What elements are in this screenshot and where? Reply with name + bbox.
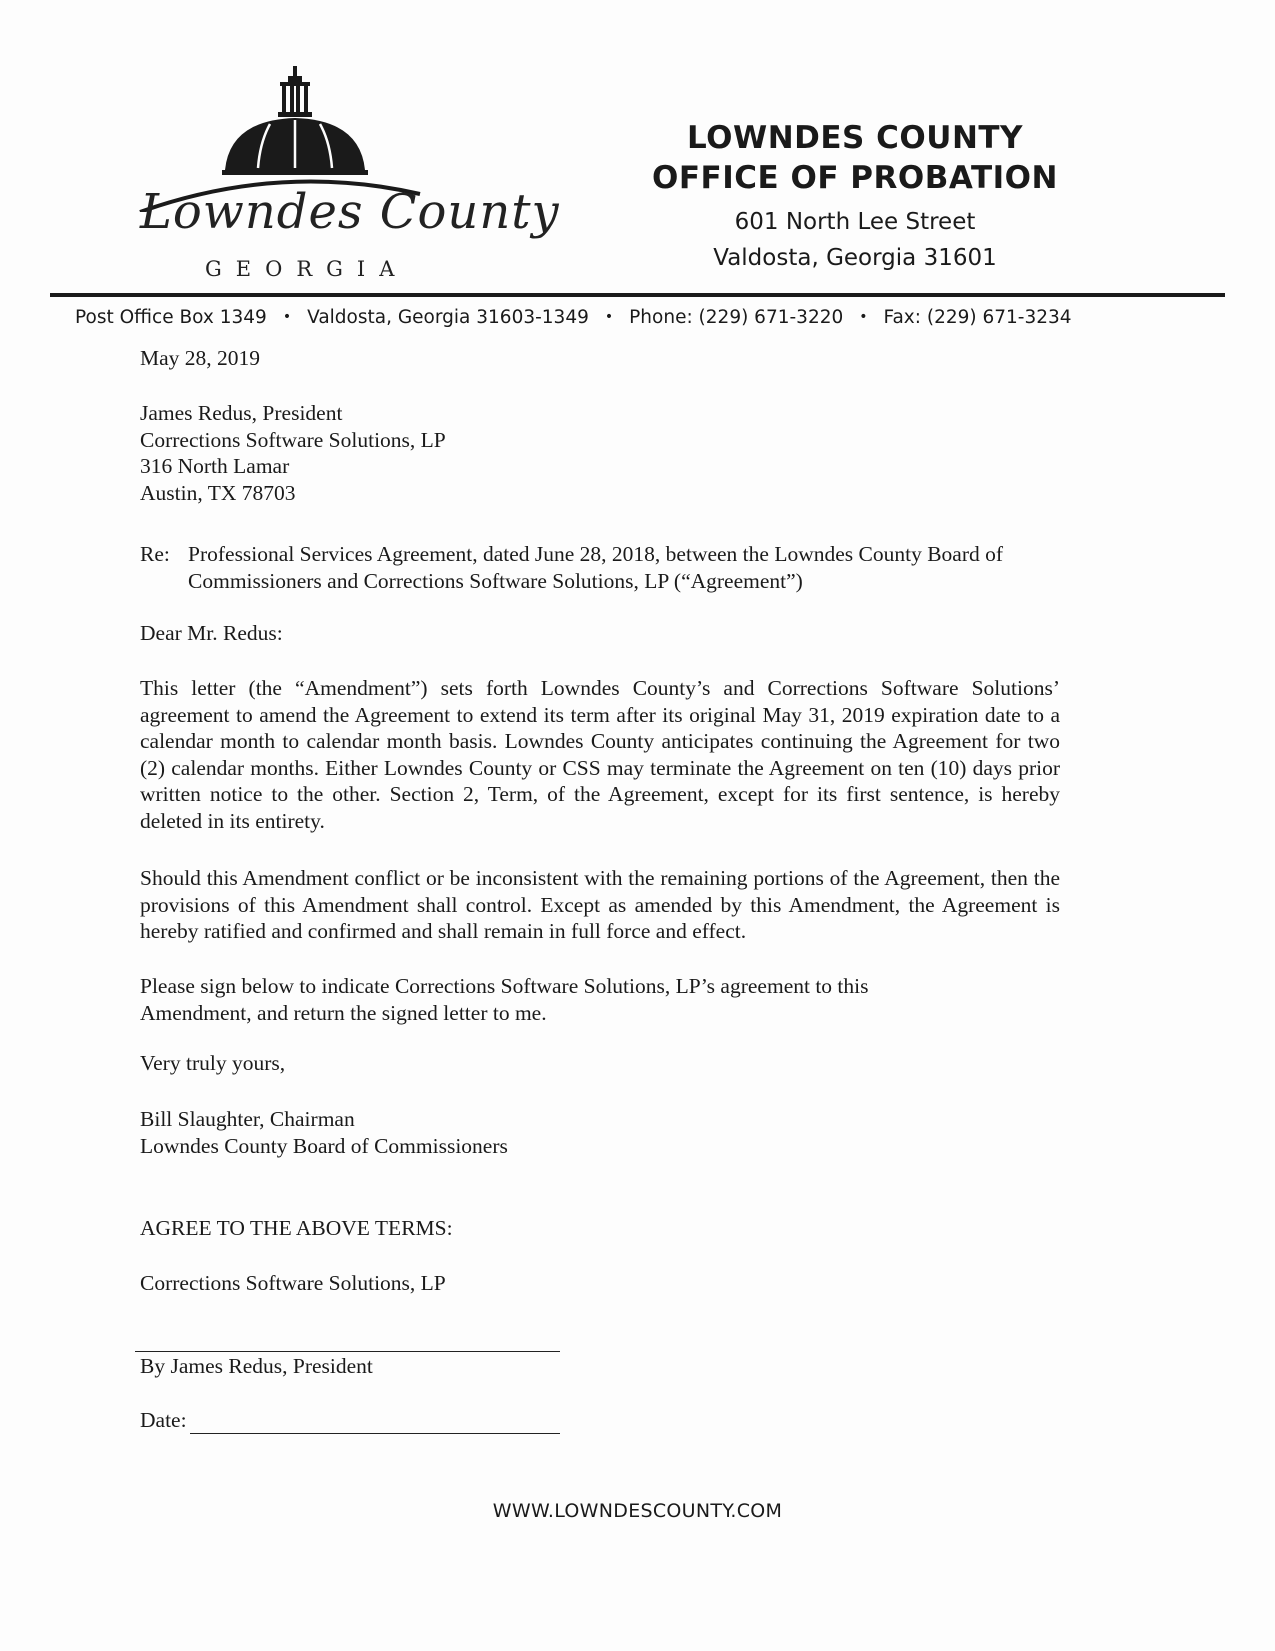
org-street: 601 North Lee Street	[734, 209, 976, 235]
contact-separator: •	[859, 309, 868, 325]
paragraph-conflict: Should this Amendment conflict or be inconsistent with the remaining portions of the Agreement, then the provisions of this Amendment shall control. Except as amended by this Amendment, the Agreement is hereby ratified and confirmed and shall remain in full force and effect.	[140, 866, 1060, 943]
contact-city: Valdosta, Georgia 31603-1349	[307, 307, 589, 328]
recipient-street: 316 North Lamar	[140, 454, 290, 478]
signature-line	[135, 1351, 560, 1352]
date-label: Date:	[140, 1408, 187, 1432]
agree-heading: AGREE TO THE ABOVE TERMS:	[140, 1216, 453, 1240]
closing: Very truly yours,	[140, 1051, 286, 1075]
org-name: LOWNDES COUNTY	[687, 120, 1023, 156]
recipient-city: Austin, TX 78703	[140, 480, 296, 505]
re-text: Professional Services Agreement, dated June 28, 2018, between the Lowndes County Board of Commissioners and Corrections Software Solutions, LP (“Agreement”)	[188, 542, 1004, 593]
signer-name: Bill Slaughter, Chairman	[140, 1107, 355, 1131]
by-line: By James Redus, President	[140, 1354, 373, 1378]
footer-website: WWW.LOWNDESCOUNTY.COM	[492, 1500, 783, 1522]
re-line	[140, 541, 1060, 597]
contact-bar	[75, 307, 1235, 328]
re-label: Re:	[140, 542, 170, 566]
org-city: Valdosta, Georgia 31601	[713, 245, 997, 271]
recipient-name: James Redus, President	[140, 401, 343, 425]
contact-separator: •	[282, 309, 292, 325]
letter-date: May 28, 2019	[140, 346, 261, 370]
signer-org: Lowndes County Board of Commissioners	[140, 1133, 508, 1158]
contact-phone: Phone: (229) 671-3220	[629, 307, 844, 328]
date-line	[190, 1433, 560, 1434]
signer-block	[140, 1106, 1060, 1159]
contact-separator: •	[604, 309, 614, 325]
agree-company: Corrections Software Solutions, LP	[140, 1271, 446, 1295]
recipient-address	[140, 400, 1060, 506]
logo-state-text: GEORGIA	[205, 257, 409, 281]
header-divider	[50, 293, 1225, 297]
salutation: Dear Mr. Redus:	[140, 621, 283, 645]
recipient-company: Corrections Software Solutions, LP	[140, 427, 446, 452]
org-office: OFFICE OF PROBATION	[652, 160, 1058, 196]
paragraph-amendment: This letter (the “Amendment”) sets forth Lowndes County’s and Corrections Software Solutions’ agreement to amend the Agreement to extend its term after its original May 31, 2019 expiration date to a calendar month to calendar month basis. Lowndes County anticipates continuing the Agreement for two (2) calendar months. Either Lowndes County or CSS may terminate the Agreement on ten (10) days prior written notice to the other. Section 2, Term, of the Agreement, except for its first sentence, is hereby deleted in its entirety.	[140, 676, 1060, 833]
contact-fax: Fax: (229) 671-3234	[883, 307, 1072, 328]
logo-script-text: Lowndes County	[140, 184, 560, 240]
paragraph-sign-request: Please sign below to indicate Corrections Software Solutions, LP’s agreement to this Amendment, and return the signed letter to me.	[140, 974, 869, 1025]
contact-po-box: Post Office Box 1349	[75, 307, 267, 328]
county-logo	[130, 62, 560, 292]
org-header	[620, 118, 1090, 276]
